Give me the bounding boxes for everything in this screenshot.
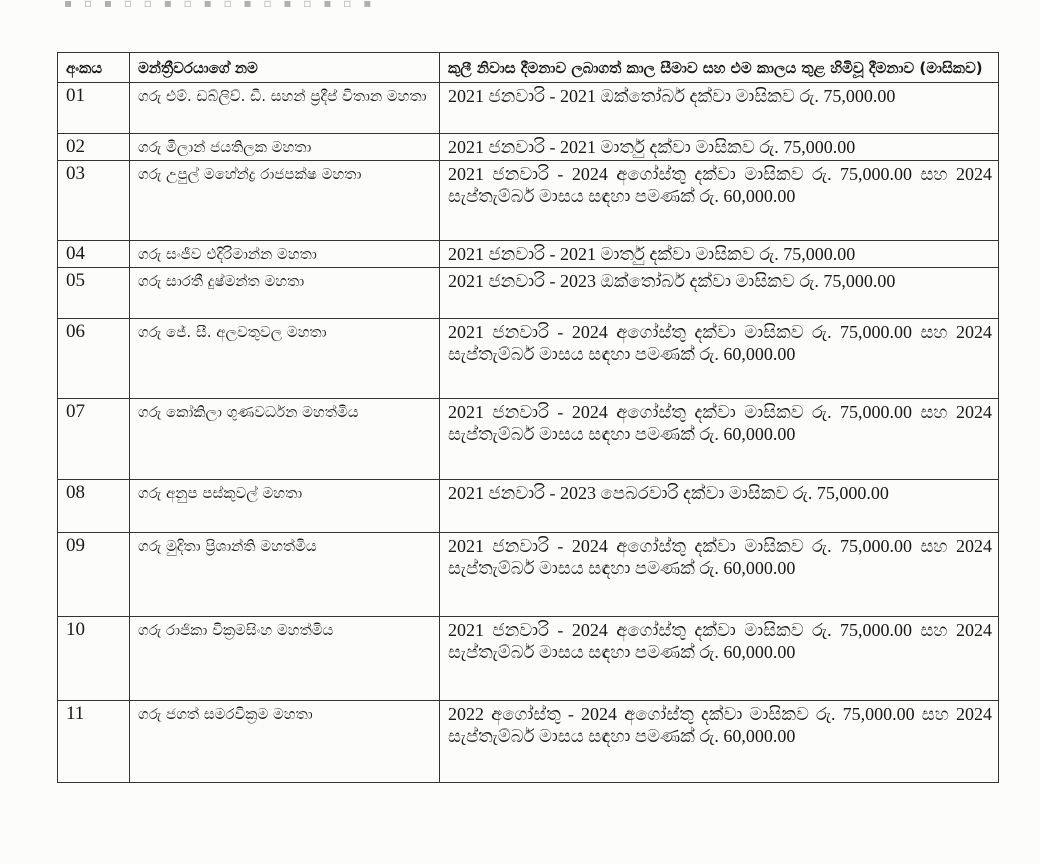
row-number: 10: [58, 617, 130, 701]
row-number: 08: [58, 480, 130, 533]
member-name: ගරු ජගත් සමරවික්‍රම මහතා: [130, 701, 440, 783]
allowance-period: 2021 ජනවාරි - 2024 අගෝස්තු දක්වා මාසිකව රු. 75,000.00 සහ 2024 සැප්තැම්බර් මාසය සඳහා පමණක් රු. 60,000.00: [440, 617, 999, 701]
member-name: ගරු මිලාන් ජයතිලක මහතා: [130, 134, 440, 161]
allowance-table: [57, 52, 999, 783]
allowance-period: 2021 ජනවාරි - 2023 ඔක්තෝබර් දක්වා මාසිකව රු. 75,000.00: [440, 268, 999, 319]
allowance-period: 2021 ජනවාරි - 2023 පෙබරවාරි දක්වා මාසිකව රු. 75,000.00: [440, 480, 999, 533]
table-row: [58, 268, 999, 319]
row-number: 07: [58, 399, 130, 480]
header-member-name: මන්ත්‍රීවරයාගේ නම: [130, 53, 440, 83]
table-body: [58, 83, 999, 783]
table-header-row: [58, 53, 999, 83]
row-number: 03: [58, 161, 130, 241]
row-number: 02: [58, 134, 130, 161]
row-number: 06: [58, 319, 130, 399]
table-row: [58, 617, 999, 701]
row-number: 04: [58, 241, 130, 268]
table-row: [58, 319, 999, 399]
allowance-period: 2021 ජනවාරි - 2024 අගෝස්තු දක්වා මාසිකව රු. 75,000.00 සහ 2024 සැප්තැම්බර් මාසය සඳහා පමණක් රු. 60,000.00: [440, 533, 999, 617]
member-name: ගරු සංජීව එදිරිමාන්න මහතා: [130, 241, 440, 268]
member-name: ගරු එම්. ඩබ්ලිව්. ඩී. සහන් ප්‍රදීප් විතාන මහතා: [130, 83, 440, 134]
header-allowance-period: කුලී නිවාස දීමනාව ලබාගත් කාල සීමාව සහ එම කාලය තුළ හිමිවූ දීමනාව (මාසිකව): [440, 53, 999, 83]
member-name: ගරු උපුල් මහේන්ද්‍ර රාජපක්ෂ මහතා: [130, 161, 440, 241]
table-row: [58, 83, 999, 134]
member-name: ගරු සාරතී දුෂ්මන්ත මහතා: [130, 268, 440, 319]
member-name: ගරු ජේ. සී. අලවතුවල මහතා: [130, 319, 440, 399]
member-name: ගරු අනුප පස්කුවල් මහතා: [130, 480, 440, 533]
row-number: 05: [58, 268, 130, 319]
table-row: [58, 399, 999, 480]
row-number: 01: [58, 83, 130, 134]
allowance-period: 2021 ජනවාරි - 2024 අගෝස්තු දක්වා මාසිකව රු. 75,000.00 සහ 2024 සැප්තැම්බර් මාසය සඳහා පමණක් රු. 60,000.00: [440, 319, 999, 399]
row-number: 09: [58, 533, 130, 617]
table-row: [58, 480, 999, 533]
member-name: ගරු මුදිතා ප්‍රිශාන්ති මහත්මිය: [130, 533, 440, 617]
table-row: [58, 241, 999, 268]
table-row: [58, 161, 999, 241]
allowance-period: 2022 අගෝස්තු - 2024 අගෝස්තු දක්වා මාසිකව රු. 75,000.00 සහ 2024 සැප්තැම්බර් මාසය සඳහා පමණක් රු. 60,000.00: [440, 701, 999, 783]
member-name: ගරු රාජිකා වික්‍රමසිංහ මහත්මිය: [130, 617, 440, 701]
allowance-period: 2021 ජනවාරි - 2024 අගෝස්තු දක්වා මාසිකව රු. 75,000.00 සහ 2024 සැප්තැම්බර් මාසය සඳහා පමණක් රු. 60,000.00: [440, 399, 999, 480]
table-row: [58, 701, 999, 783]
table-row: [58, 533, 999, 617]
row-number: 11: [58, 701, 130, 783]
header-number: අංකය: [58, 53, 130, 83]
allowance-period: 2021 ජනවාරි - 2021 ඔක්තෝබර් දක්වා මාසිකව රු. 75,000.00: [440, 83, 999, 134]
cropped-text-line: ▪ ▫ ▪ ▫ ▫ ▪ ▫ ▪ ▫ ▪ ▫ ▪ ▫ ▪ ▫ ▪: [64, 0, 376, 10]
member-name: ගරු කෝකිලා ගුණවර්ධන මහත්මිය: [130, 399, 440, 480]
table-row: [58, 134, 999, 161]
allowance-period: 2021 ජනවාරි - 2024 අගෝස්තු දක්වා මාසිකව රු. 75,000.00 සහ 2024 සැප්තැම්බර් මාසය සඳහා පමණක් රු. 60,000.00: [440, 161, 999, 241]
allowance-period: 2021 ජනවාරි - 2021 මාර්තු දක්වා මාසිකව රු. 75,000.00: [440, 134, 999, 161]
allowance-period: 2021 ජනවාරි - 2021 මාර්තු දක්වා මාසිකව රු. 75,000.00: [440, 241, 999, 268]
